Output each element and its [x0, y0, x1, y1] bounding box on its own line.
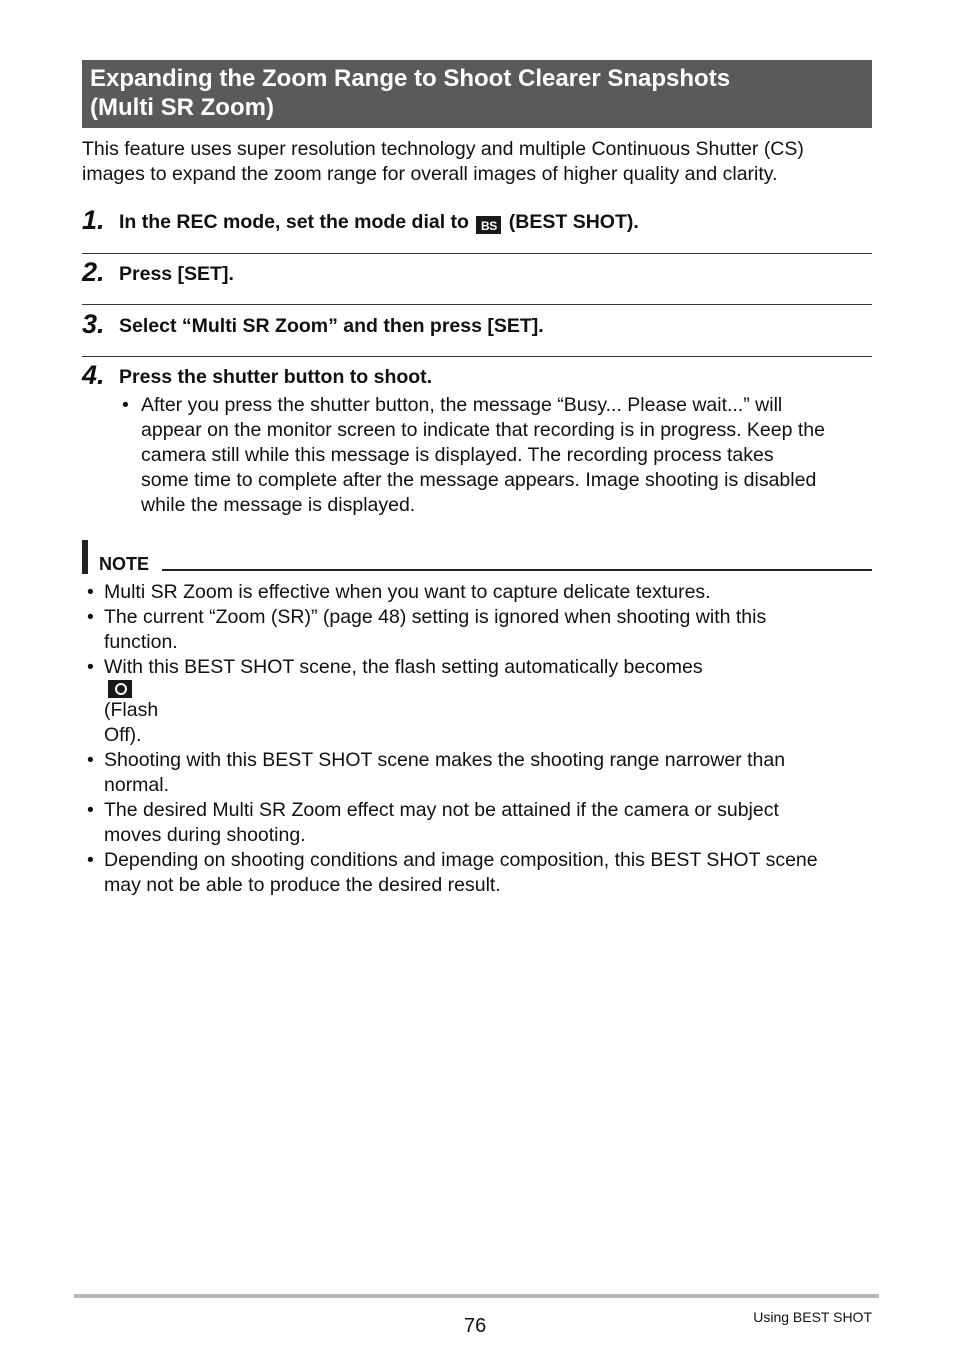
note-item	[82, 580, 882, 605]
step-text	[119, 210, 639, 234]
bullet-marker: •	[87, 606, 94, 628]
step-number: 1.	[82, 205, 105, 235]
footer-section-title: Using BEST SHOT	[753, 1309, 872, 1325]
section-title-line-2: (Multi SR Zoom)	[90, 94, 274, 121]
step-text-before-icon: In the REC mode, set the mode dial to	[119, 211, 469, 233]
flash-off-icon	[108, 680, 132, 698]
note-line: The current “Zoom (SR)” (page 48) setting is ignored when shooting with this	[104, 606, 767, 628]
note-line: function.	[104, 631, 178, 653]
bullet-marker: •	[87, 849, 94, 871]
note-list	[82, 580, 882, 898]
note-item	[82, 848, 882, 898]
step-number: 4.	[82, 360, 105, 390]
note-rule	[162, 569, 872, 571]
section-title-line-1: Expanding the Zoom Range to Shoot Clearer Snapshots	[90, 65, 731, 92]
note-line: Multi SR Zoom is effective when you want to capture delicate textures.	[104, 581, 711, 603]
note-text-after-icon: (Flash	[104, 699, 159, 721]
bullet-marker: •	[122, 394, 129, 416]
intro-line-2: images to expand the zoom range for overall images of higher quality and clarity.	[82, 163, 778, 185]
intro-paragraph	[82, 137, 882, 187]
note-line: may not be able to produce the desired result.	[104, 874, 501, 896]
step-text: Press the shutter button to shoot.	[119, 366, 433, 388]
note-line: Shooting with this BEST SHOT scene makes the shooting range narrower than	[104, 749, 786, 771]
step-divider	[82, 356, 872, 357]
note-item	[82, 748, 882, 798]
step-text: Press [SET].	[119, 263, 234, 285]
step-text: Select “Multi SR Zoom” and then press [SET].	[119, 315, 544, 337]
bullet-line: some time to complete after the message appears. Image shooting is disabled	[141, 469, 817, 491]
bullet-marker: •	[87, 799, 94, 821]
note-item	[82, 605, 882, 655]
note-marker-bar	[82, 540, 88, 574]
note-line: The desired Multi SR Zoom effect may not be attained if the camera or subject	[104, 799, 779, 821]
note-line	[104, 655, 882, 723]
note-item	[82, 798, 882, 848]
best-shot-icon: BS	[476, 216, 501, 234]
note-line: normal.	[104, 774, 170, 796]
bullet-line: while the message is displayed.	[141, 494, 416, 516]
intro-line-1: This feature uses super resolution technology and multiple Continuous Shutter (CS)	[82, 138, 804, 160]
step-number: 2.	[82, 257, 105, 287]
note-line: Off).	[104, 724, 142, 746]
bullet-line: appear on the monitor screen to indicate that recording is in progress. Keep the	[141, 419, 825, 441]
page-number: 76	[464, 1315, 487, 1337]
step-number: 3.	[82, 309, 105, 339]
bullet-line: After you press the shutter button, the message “Busy... Please wait...” will	[141, 394, 783, 416]
step-divider	[82, 304, 872, 305]
note-text-before-icon: With this BEST SHOT scene, the flash setting automatically becomes	[104, 656, 703, 678]
bullet-marker: •	[87, 656, 94, 678]
step-divider	[82, 253, 872, 254]
step-text-after-icon: (BEST SHOT).	[508, 211, 639, 233]
section-title-bar	[82, 60, 872, 128]
note-line: Depending on shooting conditions and image composition, this BEST SHOT scene	[104, 849, 818, 871]
note-label: NOTE	[99, 554, 150, 574]
note-item	[82, 655, 882, 748]
bullet-marker: •	[87, 581, 94, 603]
bullet-marker: •	[87, 749, 94, 771]
note-line: moves during shooting.	[104, 824, 306, 846]
footer-rule	[74, 1294, 879, 1298]
bullet-line: camera still while this message is displayed. The recording process takes	[141, 444, 774, 466]
